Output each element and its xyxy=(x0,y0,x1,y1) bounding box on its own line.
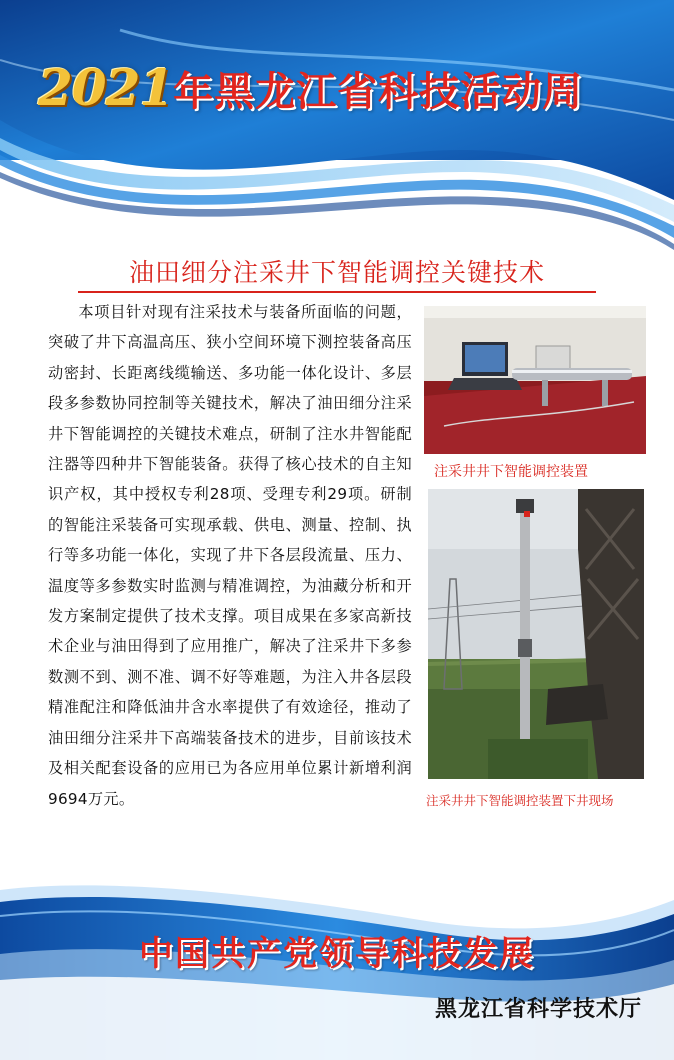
device-photo-caption: 注采井井下智能调控装置 xyxy=(434,464,588,480)
banner-year: 2021 xyxy=(38,58,174,117)
header-wave-background xyxy=(0,0,674,260)
project-description: 本项目针对现有注采技术与装备所面临的问题，突破了井下高温高压、狭小空间环境下测控装备高压动密封、长距离线缆输送、多功能一体化设计、多层段多参数协同控制等关键技术，解决了油田细分注采井下智能调控的关键技术难点，研制了注水井智能配注器等四种井下智能装备。获得了核心技术的自主知识产权，其中授权专利28项、受理专利29项。研制的智能注采装备可实现承载、供电、测量、控制、执行等多功能一体化，实现了井下各层段流量、压力、温度等多参数实时监测与精准调控，为油藏分析和开发方案制定提供了技术支撑。项目成果在多家高新技术企业与油田得到了应用推广，解决了注采井下多参数测不到、测不准、调不好等难题，为注入井各层段精准配注和降低油井含水率提供了有效途径，推动了油田细分注采井下高端装备技术的进步，目前该技术及相关配套设备的应用已为各应用单位累计新增利润9694万元。 xyxy=(48,303,412,808)
project-title: 油田细分注采井下智能调控关键技术 xyxy=(128,258,545,287)
issuing-organization: 黑龙江省科学技术厅 xyxy=(434,997,642,1022)
banner-title-text: 年黑龙江省科技活动周 xyxy=(173,68,584,115)
field-site-photo-caption: 注采井井下智能调控装置下井现场 xyxy=(426,793,614,808)
field-site-photo xyxy=(428,489,644,779)
footer-slogan: 中国共产党领导科技发展 xyxy=(139,934,535,974)
title-underline xyxy=(78,291,596,293)
banner-title xyxy=(38,58,658,128)
device-photo xyxy=(424,306,646,454)
